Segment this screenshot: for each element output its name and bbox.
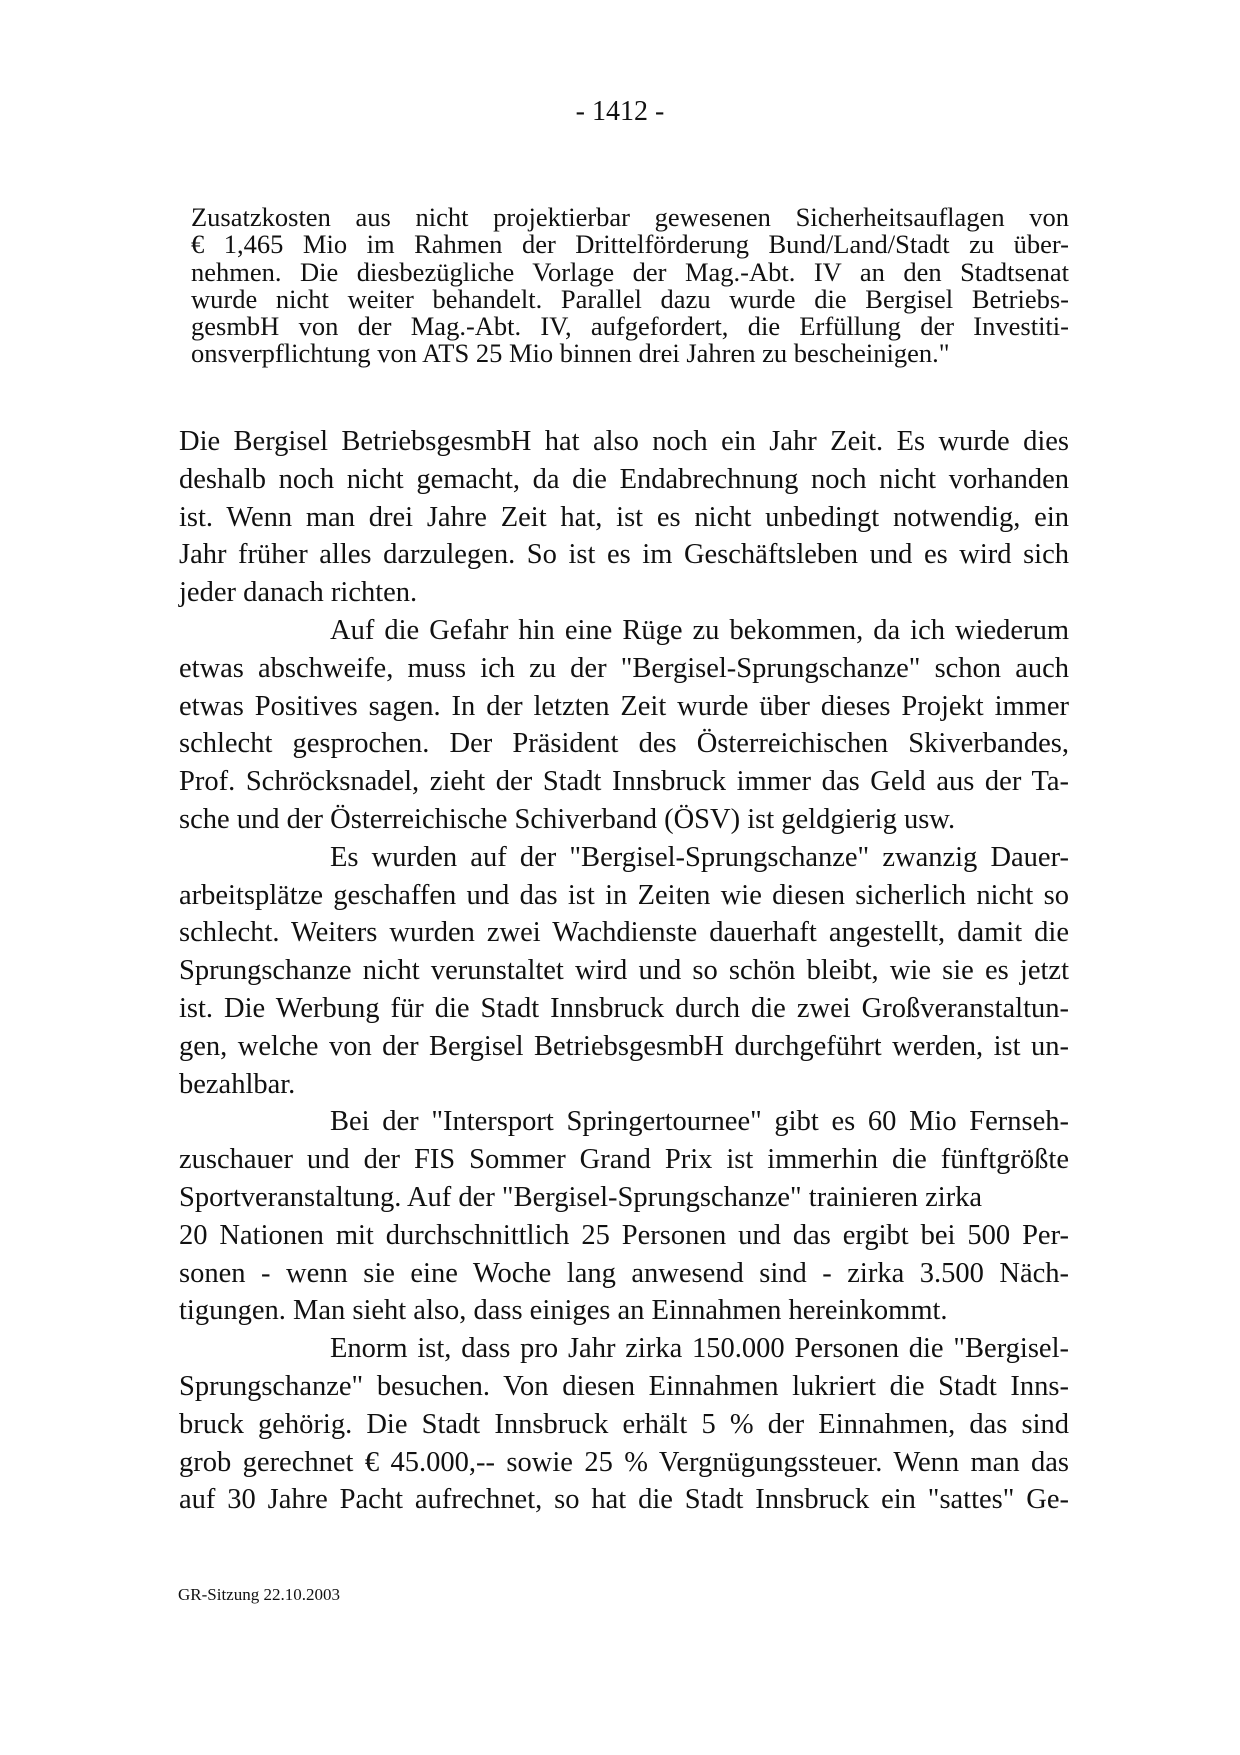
text-line: sche und der Österreichische Schiverband (ÖSV) ist geldgierig usw.: [179, 803, 956, 835]
paragraph: [179, 1103, 1069, 1330]
text-line: schlecht gesprochen. Der Präsident des Österreichischen Skiverbandes,: [179, 728, 1069, 760]
text-line: sonen - wenn sie eine Woche lang anwesend sind - zirka 3.500 Näch-: [179, 1257, 1069, 1289]
text-line: Bei der "Intersport Springertournee" gibt es 60 Mio Fernseh-: [330, 1106, 1069, 1138]
paragraph: [179, 612, 1069, 839]
text-line: bezahlbar.: [179, 1068, 296, 1100]
paragraph: [179, 839, 1069, 1104]
text-line: arbeitsplätze geschaffen und das ist in Zeiten wie diesen sicherlich nicht so: [179, 879, 1069, 911]
text-line: Auf die Gefahr hin eine Rüge zu bekommen, da ich wiederum: [330, 614, 1069, 646]
text-line: etwas Positives sagen. In der letzten Zeit wurde über dieses Projekt immer: [179, 690, 1069, 722]
text-line: auf 30 Jahre Pacht aufrechnet, so hat die Stadt Innsbruck ein "sattes" Ge-: [179, 1484, 1069, 1516]
text-line: ist. Wenn man drei Jahre Zeit hat, ist es nicht unbedingt notwendig, ein: [179, 501, 1069, 533]
text-line: bruck gehörig. Die Stadt Innsbruck erhält 5 % der Einnahmen, das sind: [179, 1408, 1069, 1440]
text-line: Sprungschanze nicht verunstaltet wird und so schön bleibt, wie sie es jetzt: [179, 955, 1069, 987]
paragraph: [179, 1330, 1069, 1519]
paragraph: [179, 423, 1069, 612]
text-line: 20 Nationen mit durchschnittlich 25 Personen und das ergibt bei 500 Per-: [179, 1219, 1069, 1251]
text-line: Die Bergisel BetriebsgesmbH hat also noch ein Jahr Zeit. Es wurde dies: [179, 426, 1069, 457]
text-line: Sportveranstaltung. Auf der "Bergisel-Sprungschanze" trainieren zirka: [179, 1181, 983, 1213]
text-line: zuschauer und der FIS Sommer Grand Prix ist immerhin die fünftgrößte: [179, 1144, 1069, 1176]
quote-line: € 1,465 Mio im Rahmen der Drittelförderung Bund/Land/Stadt zu über-: [191, 229, 1069, 260]
footer: GR-Sitzung 22.10.2003: [178, 1585, 340, 1604]
text-line: etwas abschweife, muss ich zu der "Bergisel-Sprungschanze" schon auch: [179, 652, 1069, 684]
text-line: schlecht. Weiters wurden zwei Wachdienste dauerhaft angestellt, damit die: [179, 917, 1069, 949]
page-number: - 1412 -: [575, 96, 665, 127]
quote-line: Zusatzkosten aus nicht projektierbar gewesenen Sicherheitsauflagen von: [191, 202, 1069, 232]
text-line: Prof. Schröcksnadel, zieht der Stadt Innsbruck immer das Geld aus der Ta-: [179, 766, 1069, 798]
text-line: grob gerechnet € 45.000,-- sowie 25 % Vergnügungssteuer. Wenn man das: [179, 1446, 1069, 1478]
body-text: [179, 423, 1069, 1519]
quote-line: nehmen. Die diesbezügliche Vorlage der Mag.-Abt. IV an den Stadtsenat: [191, 256, 1069, 287]
text-line: Enorm ist, dass pro Jahr zirka 150.000 Personen die "Bergisel-: [330, 1333, 1069, 1365]
text-line: Es wurden auf der "Bergisel-Sprungschanze" zwanzig Dauer-: [330, 841, 1069, 873]
quoted-block: [191, 204, 1069, 368]
quote-line: wurde nicht weiter behandelt. Parallel dazu wurde die Bergisel Betriebs-: [191, 283, 1069, 314]
text-line: ist. Die Werbung für die Stadt Innsbruck durch die zwei Großveranstaltun-: [179, 992, 1069, 1024]
quote-line: gesmbH von der Mag.-Abt. IV, aufgefordert, die Erfüllung der Investiti-: [191, 311, 1069, 342]
text-line: tigungen. Man sieht also, dass einiges an Einnahmen hereinkommt.: [179, 1295, 948, 1327]
text-line: jeder danach richten.: [179, 577, 418, 609]
text-line: Sprungschanze" besuchen. Von diesen Einnahmen lukriert die Stadt Inns-: [179, 1370, 1069, 1402]
quote-line: onsverpflichtung von ATS 25 Mio binnen drei Jahren zu bescheinigen.": [191, 338, 950, 369]
text-line: Jahr früher alles darzulegen. So ist es im Geschäftsleben und es wird sich: [179, 539, 1069, 571]
text-line: deshalb noch nicht gemacht, da die Endabrechnung noch nicht vorhanden: [179, 463, 1069, 495]
text-line: gen, welche von der Bergisel BetriebsgesmbH durchgeführt werden, ist un-: [179, 1030, 1069, 1062]
